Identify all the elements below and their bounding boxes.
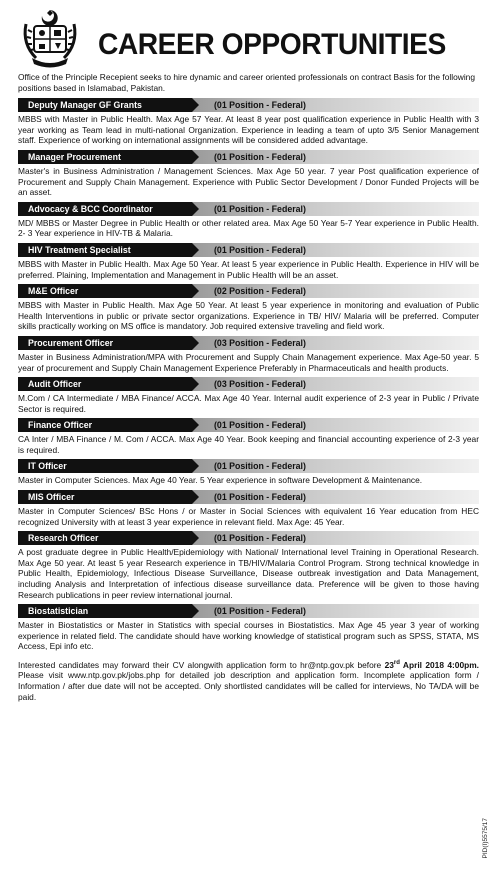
deadline-date-time: April 2018 4:00pm.	[399, 659, 480, 670]
job-positions: (01 Position - Federal)	[192, 490, 479, 504]
job-item	[18, 418, 479, 455]
job-item	[18, 98, 479, 146]
job-header	[18, 202, 479, 216]
job-description: M.Com / CA Intermediate / MBA Finance/ ACCA. Max Age 40 Year. Internal audit experience of 2-3 year in Public / Private Sector is required.	[18, 393, 479, 414]
job-header	[18, 150, 479, 164]
job-positions: (01 Position - Federal)	[192, 202, 479, 216]
job-item	[18, 336, 479, 373]
deadline-suffix: rd	[393, 660, 400, 666]
job-header	[18, 98, 479, 112]
job-positions: (01 Position - Federal)	[192, 459, 479, 473]
job-positions: (01 Position - Federal)	[192, 98, 479, 112]
job-positions: (01 Position - Federal)	[192, 150, 479, 164]
job-description: MBBS with Master in Public Health. Max Age 57 Year. At least 8 year post qualification experience in Public Health with 3 year working as Team lead in multi-national Organization. Experience in leading a team of upto 3/5 Senior Management staff. Experience of working on international assignments will be considered added advantage.	[18, 114, 479, 146]
job-item	[18, 284, 479, 332]
job-item	[18, 604, 479, 652]
job-description: Master's in Business Administration / Management Sciences. Max Age 50 year. 7 year Post qualification experience of Procurement and Supply Chain Management. Experience with Public Sector Development / Donor Funded Projects will be an asset.	[18, 165, 479, 198]
job-header	[18, 604, 479, 618]
page-title: CAREER OPPORTUNITIES	[98, 28, 446, 61]
job-header	[18, 459, 479, 473]
job-title: IT Officer	[18, 459, 192, 473]
job-header	[18, 377, 479, 391]
job-description: A post graduate degree in Public Health/Epidemiology with National/ International level Training in Operational Research. Max Age 50 year. At least 5 year Research experience in TB/HIV/Malaria Control Program. Strong technical knowledge in Public Health, Epidemiology, Infectious Disease Surveillance, Disease outbreak investigation and Data Management, including Analysis and Interpretation of infectious disease surveillance data. Preference will be given to those having Research publications in peer review international journal.	[18, 547, 479, 600]
job-header	[18, 284, 479, 298]
job-title: Manager Procurement	[18, 150, 192, 164]
job-description: MD/ MBBS or Master Degree in Public Health or other related area. Max Age 50 Year 5-7 Year experience in Public Health. 2- 3 Year experience in HIV-TB & Malaria.	[18, 217, 479, 239]
job-item	[18, 243, 479, 280]
job-item	[18, 459, 479, 486]
job-item	[18, 490, 479, 527]
job-title: HIV Treatment Specialist	[18, 243, 192, 257]
job-positions: (03 Position - Federal)	[192, 336, 479, 350]
job-positions: (01 Position - Federal)	[192, 418, 479, 432]
intro-text: Office of the Principle Recepient seeks to hire dynamic and career oriented professionals on contract Basis for the following positions based in Islamabad, Pakistan.	[18, 72, 475, 93]
job-title: Research Officer	[18, 531, 192, 545]
job-description: MBBS with Master in Public Health. Max Age 50 Year. At least 5 year experience in Public Health. Experience in HIV will be preferred. Plaining, Implementation and Management in Public Health will be an asset.	[18, 258, 479, 280]
job-title: Advocacy & BCC Coordinator	[18, 202, 192, 216]
deadline-day: 23	[384, 659, 394, 670]
job-item	[18, 531, 479, 600]
job-header	[18, 336, 479, 350]
job-description: CA Inter / MBA Finance / M. Com / ACCA. Max Age 40 Year. Book keeping and financial accounting experience of 2-3 year is required.	[18, 434, 479, 455]
job-title: Deputy Manager GF Grants	[18, 98, 192, 112]
application-instructions	[18, 658, 479, 702]
job-description: MBBS with Master in Public Health. Max Age 50 Year. At least 5 year experience in monitoring and evaluation of Public Health Interventions in public or private sector organizations. Experience in TB/ HIV/ Malaria will be preferred. Computer skills practically working on MS office is mandatory. Job required extensive traveling and field work.	[18, 300, 479, 332]
job-description: Master in Biostatistics or Master in Statistics with special courses in Biostatistics. Max Age 45 year 3 year of working experience in related field. The candidate should have working knowledge of statistical program such as SPSS, STATA, MS Access, Epi info etc.	[18, 620, 479, 652]
job-header	[18, 243, 479, 257]
government-emblem-icon	[20, 6, 80, 70]
deadline	[385, 660, 479, 670]
job-description: Master in Computer Sciences/ BSc Hons / or Master in Social Sciences with equivalent 16 Year education from HEC recognized University with at least 3 year experience in relevant field. Max Age: 45 Year.	[18, 506, 479, 527]
job-positions: (01 Position - Federal)	[192, 243, 479, 257]
publication-code: PID(I)5575/17	[482, 817, 489, 858]
job-list	[18, 98, 479, 652]
job-positions: (01 Position - Federal)	[192, 531, 479, 545]
job-item	[18, 150, 479, 198]
ad-header	[18, 6, 479, 72]
job-header	[18, 490, 479, 504]
job-title: MIS Officer	[18, 490, 192, 504]
instructions-part2: Please visit www.ntp.gov.pk/jobs.php for detailed job description and application form. Incomplete application form / Information / after due date will not be accepted. Only shortlisted candidates will be called for interviews, No TA/DA will be paid.	[18, 670, 479, 702]
job-header	[18, 531, 479, 545]
job-title: Procurement Officer	[18, 336, 192, 350]
instructions-part1: Interested candidates may forward their CV alongwith application form to hr@ntp.gov.pk before	[18, 659, 385, 670]
job-positions: (02 Position - Federal)	[192, 284, 479, 298]
job-positions: (01 Position - Federal)	[192, 604, 479, 618]
job-item	[18, 202, 479, 239]
job-title: M&E Officer	[18, 284, 192, 298]
job-header	[18, 418, 479, 432]
job-positions: (03 Position - Federal)	[192, 377, 479, 391]
job-title: Finance Officer	[18, 418, 192, 432]
job-description: Master in Business Administration/MPA with Procurement and Supply Chain Management experience. Max Age-50 year. 5 year of procurement and Supply Chain Management Experience Preferably in Pharmaceuticals and health products.	[18, 351, 479, 373]
job-description: Master in Computer Sciences. Max Age 40 Year. 5 Year experience in software Development & Maintenance.	[18, 475, 423, 486]
job-title: Biostatistician	[18, 604, 192, 618]
job-item	[18, 377, 479, 414]
job-title: Audit Officer	[18, 377, 192, 391]
